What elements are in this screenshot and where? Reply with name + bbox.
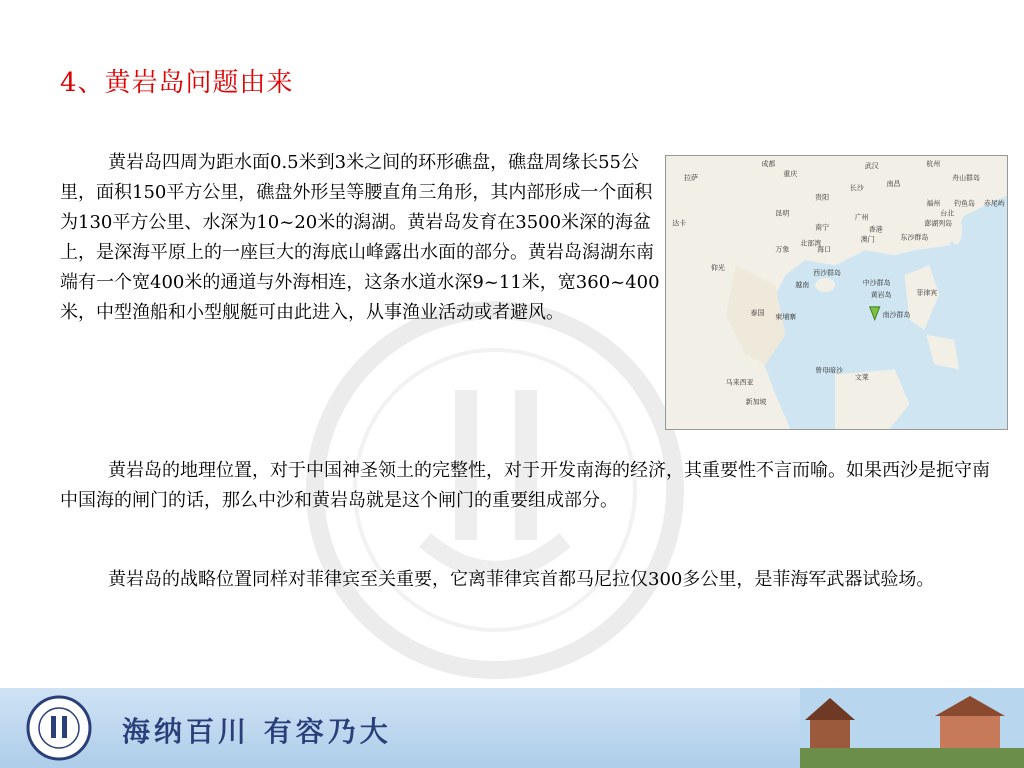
university-logo xyxy=(22,694,96,762)
map-label-zhoushan: 舟山群岛 xyxy=(952,173,980,182)
map-label-nanchang: 南昌 xyxy=(886,179,901,188)
campus-photo xyxy=(800,688,1024,768)
map-label-chengdu: 成都 xyxy=(761,159,776,168)
map-label-beibu-gulf: 北部湾 xyxy=(800,239,822,248)
map-label-guiyang: 贵阳 xyxy=(815,193,830,202)
map-label-brunei: 文莱 xyxy=(854,373,869,382)
map-label-nansha: 南沙群岛 xyxy=(882,310,911,319)
map-label-macau: 澳门 xyxy=(860,235,875,244)
map-label-taipei: 台北 xyxy=(940,209,955,218)
map-label-huangyan: 黄岩岛 xyxy=(870,290,892,299)
map-label-haikou: 海口 xyxy=(817,245,832,254)
map-label-yangon: 仰光 xyxy=(710,264,725,273)
map-label-fuzhou: 福州 xyxy=(926,199,941,208)
map-label-singapore: 新加坡 xyxy=(745,398,767,407)
university-motto: 海纳百川 有容乃大 xyxy=(122,715,392,748)
map-label-changsha: 长沙 xyxy=(849,183,864,192)
map-label-wuhan: 武汉 xyxy=(864,161,879,170)
map-label-vientiane: 万象 xyxy=(775,245,790,254)
map-label-hangzhou: 杭州 xyxy=(926,159,941,168)
map-label-vietnam: 越南 xyxy=(795,281,810,290)
map-label-zhongsha: 中沙群岛 xyxy=(862,279,891,288)
map-label-cambodia: 柬埔寨 xyxy=(775,312,797,321)
map-label-nanning: 南宁 xyxy=(815,223,830,232)
map-label-guangzhou: 广州 xyxy=(854,213,869,222)
map-label-xisha: 西沙群岛 xyxy=(813,269,841,278)
map-label-hongkong: 香港 xyxy=(868,225,883,234)
map-label-chongqing: 重庆 xyxy=(783,169,798,178)
map-label-dongsha: 东沙群岛 xyxy=(900,233,929,242)
slide-title: 4、黄岩岛问题由来 xyxy=(60,68,294,98)
map-label-zengmu: 曾母暗沙 xyxy=(815,366,843,375)
paragraph-reef-description: 黄岩岛四周为距水面0.5米到3米之间的环形礁盘，礁盘周缘长55公里，面积150平方公里，礁盘外形呈等腰直角三角形，其内部形成一个面积为130平方公里、水深为10~20米的潟湖。黄岩岛发育在3500米深的海盆上，是深海平原上的一座巨大的海底山峰露出水面的部分。黄岩岛潟湖东南端有一个宽400米的通道与外海相连，这条水道水深9~11米，宽360~400米，中型渔船和小型舰艇可由此进入，从事渔业活动或者避风。 xyxy=(60,152,660,323)
paragraph-strategic-position: 黄岩岛的战略位置同样对菲律宾至关重要，它离菲律宾首都马尼拉仅300多公里，是菲海军武器试验场。 xyxy=(108,569,935,590)
map-label-thailand: 泰国 xyxy=(750,308,765,317)
paragraph-geographic-importance: 黄岩岛的地理位置，对于中国神圣领土的完整性，对于开发南海的经济，其重要性不言而喻。如果西沙是扼守南中国海的闸门的话，那么中沙和黄岩岛就是这个闸门的重要组成部分。 xyxy=(60,460,990,511)
map-label-malaysia: 马来西亚 xyxy=(725,378,754,387)
map-label-dhaka: 达卡 xyxy=(672,219,687,228)
map-label-penghu: 澎湖列岛 xyxy=(924,219,953,228)
footer-banner xyxy=(0,688,1024,768)
map-label-lhasa: 拉萨 xyxy=(684,173,698,182)
map-label-chiwei: 赤尾屿 xyxy=(983,199,1005,208)
south-china-sea-map xyxy=(665,155,1008,430)
map-label-kunming: 昆明 xyxy=(775,209,790,218)
map-label-diaoyu: 钓鱼岛 xyxy=(954,199,975,208)
map-label-philippines: 菲律宾 xyxy=(916,288,938,297)
